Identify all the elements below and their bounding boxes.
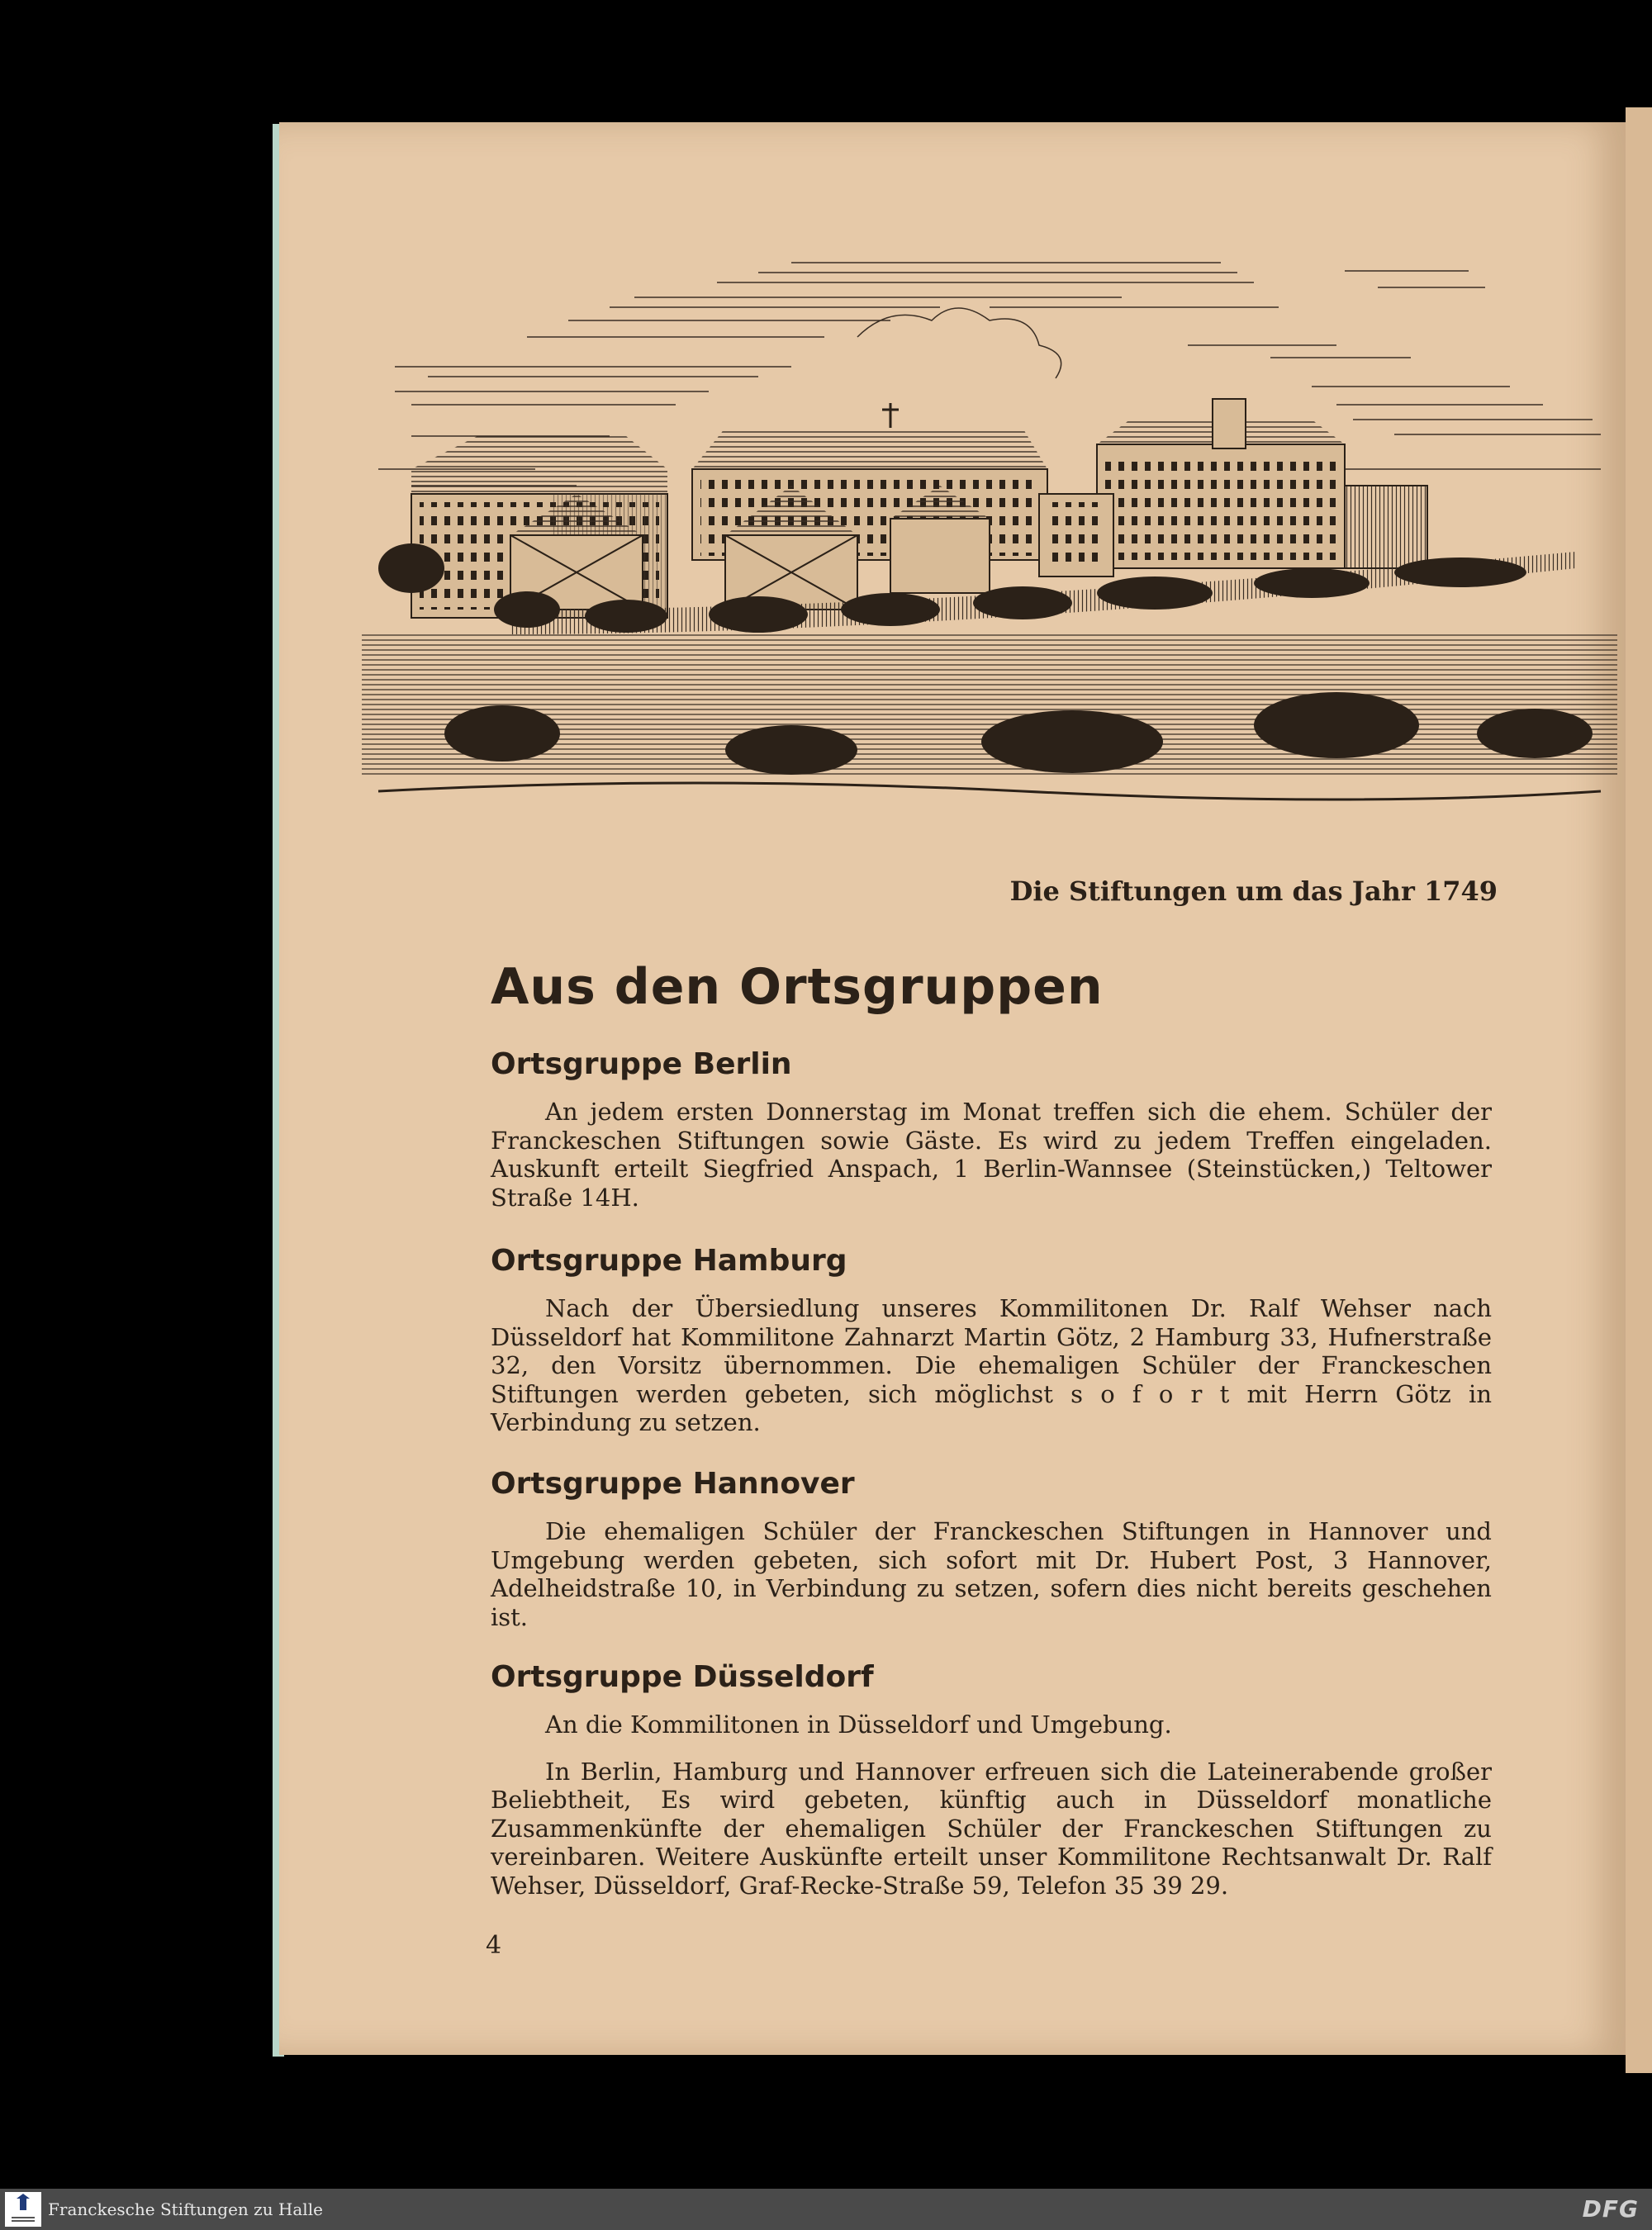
section-title: Ortsgruppe Hamburg: [491, 1244, 847, 1278]
facing-page-edge: [1626, 107, 1652, 2073]
section-title: Ortsgruppe Berlin: [491, 1047, 792, 1081]
central-building-roof: [692, 428, 1047, 469]
book-page: [279, 122, 1626, 2055]
section-paragraph: An die Kommilitonen in Düsseldorf und Umgebung.: [545, 1710, 1172, 1739]
section-title: Ortsgruppe Düsseldorf: [491, 1660, 874, 1694]
section-paragraph: In Berlin, Hamburg und Hannover erfreuen sich die Lateinerabende großer Beliebtheit, Es wird gebeten, künftig auch in Düsseldorf monatliche Zusammenkünfte der ehemaligen Schüler der Franckeschen Stiftungen zu vereinbaren. Weitere Auskünfte erteilt unser Kommilitone Rechtsanwalt Dr. Ralf Wehser, Düsseldorf, Graf-Recke-Straße 59, Telefon 35 39 29.: [491, 1757, 1492, 1900]
section-hannover: [491, 1467, 1492, 1649]
page-number: 4: [486, 1931, 502, 1960]
tower: [1213, 399, 1246, 448]
section-berlin: [491, 1047, 1492, 1230]
institution-name-link[interactable]: Franckesche Stiftungen zu Halle: [48, 2199, 323, 2219]
section-paragraph: Nach der Übersiedlung unseres Kommilitonen Dr. Ralf Wehser nach Düsseldorf hat Kommilitone Zahnarzt Martin Götz, 2 Hamburg 33, Hufnerstraße 32, den Vorsitz übernommen. Die ehemaligen Schüler der Franckeschen Stiftungen werden gebeten, sich möglichst s o f o r t mit Herrn Götz in Verbindung zu setzen.: [491, 1294, 1492, 1436]
cloud-outline: [857, 308, 1061, 378]
section-duesseldorf: [491, 1660, 1492, 1918]
section-paragraph: An jedem ersten Donnerstag im Monat treffen sich die ehem. Schüler der Franckeschen Stiftungen sowie Gäste. Es wird zu jedem Treffen eingeladen. Auskunft erteilt Siegfried Anspach, 1 Berlin-Wannsee (Steinstücken,) Teltower Straße 14H.: [491, 1098, 1492, 1212]
engraving-illustration: [362, 221, 1617, 833]
section-paragraph: Die ehemaligen Schüler der Franckeschen Stiftungen in Hannover und Umgebung werden gebeten, sich sofort mit Dr. Hubert Post, 3 Hannover, Adelheidstraße 10, in Verbindung zu setzen, sofern dies nicht bereits geschehen ist.: [491, 1517, 1492, 1631]
viewer-footer-bar: [0, 2189, 1652, 2230]
section-title: Ortsgruppe Hannover: [491, 1467, 855, 1501]
illustration-caption: Die Stiftungen um das Jahr 1749: [1009, 875, 1498, 907]
institution-logo-icon[interactable]: [5, 2192, 41, 2227]
page-heading: Aus den Ortsgruppen: [491, 958, 1104, 1016]
dfg-logo[interactable]: DFG: [1582, 2195, 1639, 2223]
section-hamburg: [491, 1244, 1492, 1455]
